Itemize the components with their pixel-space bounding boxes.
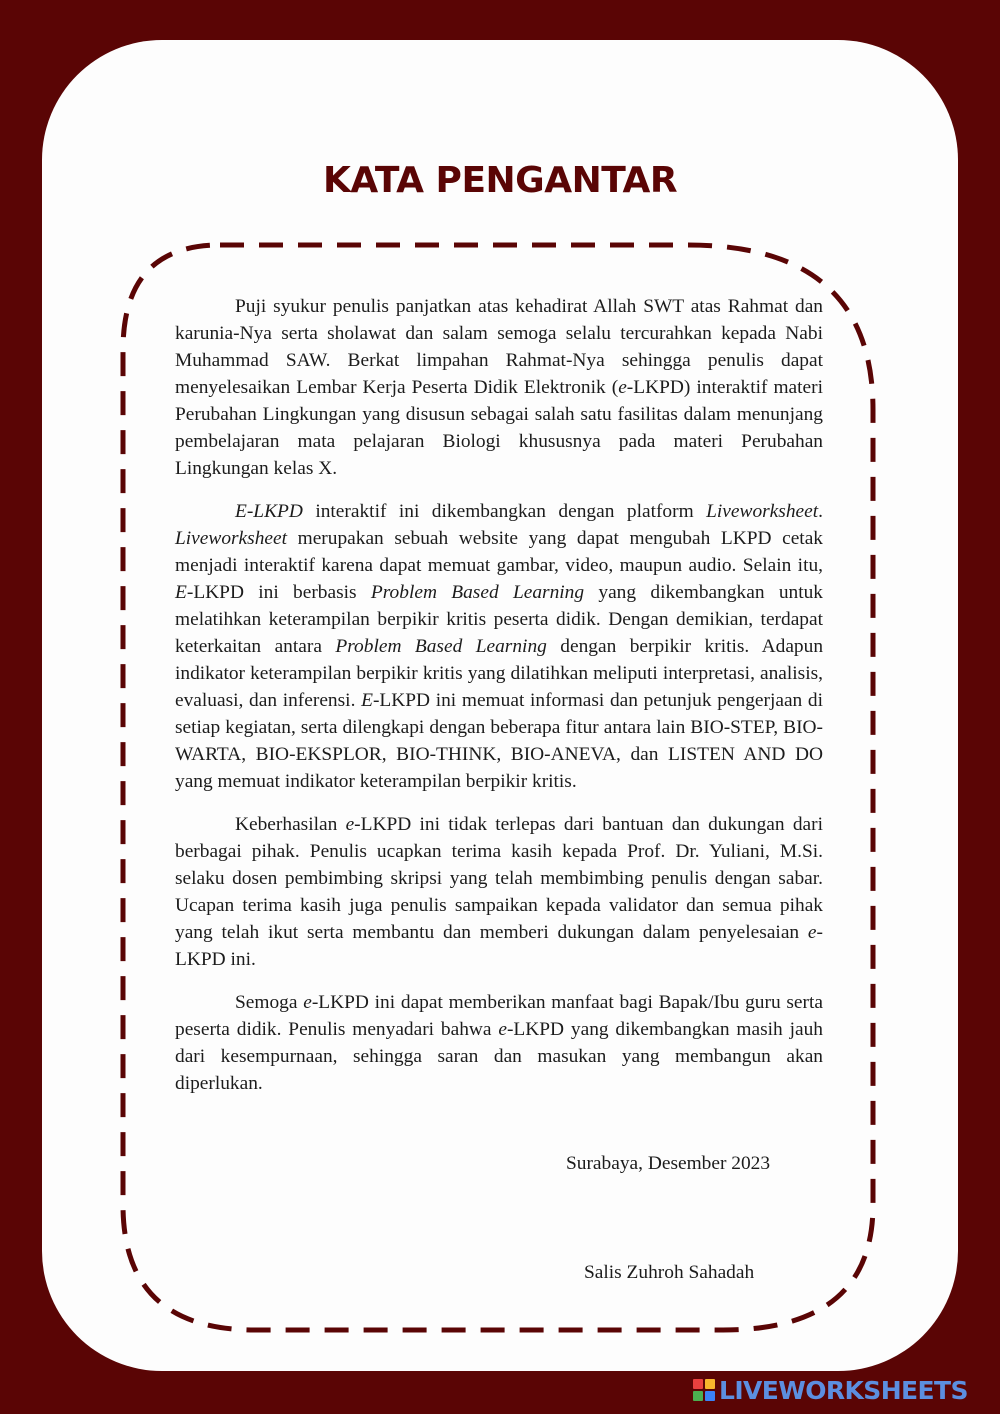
place-date: Surabaya, Desember 2023	[566, 1153, 771, 1174]
paragraph-2: E-LKPD interaktif ini dikembangkan dengan platform Liveworksheet. Liveworksheet merupakan sebuah website yang dapat mengubah LKPD cetak menjadi interaktif karena dapat memuat gambar, video, maupun audio. Selain itu, E-LKPD ini berbasis Problem Based Learning yang dikembangkan untuk melatihkan keterampilan berpikir kritis peserta didik. Dengan demikian, terdapat keterkaitan antara Problem Based Learning dengan berpikir kritis. Adapun indikator keterampilan berpikir kritis yang dilatihkan meliputi interpretasi, analisis, evaluasi, dan inferensi. E-LKPD ini memuat informasi dan petunjuk pengerjaan di setiap kegiatan, serta dilengkapi dengan beberapa fitur antara lain BIO-STEP, BIO-WARTA, BIO-EKSPLOR, BIO-THINK, BIO-ANEVA, dan LISTEN AND DO yang memuat indikator keterampilan berpikir kritis.	[175, 501, 824, 792]
watermark-text: LIVEWORKSHEETS	[719, 1375, 968, 1405]
paragraph-4: Semoga e-LKPD ini dapat memberikan manfaat bagi Bapak/Ibu guru serta peserta didik. Penulis menyadari bahwa e-LKPD yang dikembangkan masih jauh dari kesempurnaan, sehingga saran dan masukan yang membangun akan diperlukan.	[175, 992, 823, 1094]
paragraph-1: Puji syukur penulis panjatkan atas kehadirat Allah SWT atas Rahmat dan karunia-Nya serta sholawat dan salam semoga selalu tercurahkan kepada Nabi Muhammad SAW. Berkat limpahan Rahmat-Nya sehingga penulis dapat menyelesaikan Lembar Kerja Peserta Didik Elektronik (e-LKPD) interaktif materi Perubahan Lingkungan yang disusun sebagai salah satu fasilitas dalam menunjang pembelajaran mata pelajaran Biologi khususnya pada materi Perubahan Lingkungan kelas X.	[175, 296, 823, 479]
author-name: Salis Zuhroh Sahadah	[584, 1262, 755, 1283]
body-text	[175, 293, 823, 1097]
logo-square-l	[693, 1379, 703, 1389]
logo-square-v	[693, 1391, 703, 1401]
logo-square-e	[705, 1391, 715, 1401]
logo-square-i	[705, 1379, 715, 1389]
liveworksheets-watermark	[693, 1375, 968, 1405]
liveworksheets-logo-icon	[693, 1379, 715, 1401]
paragraph-3: Keberhasilan e-LKPD ini tidak terlepas dari bantuan dan dukungan dari berbagai pihak. Penulis ucapkan terima kasih kepada Prof. Dr. Yuliani, M.Si. selaku dosen pembimbing skripsi yang telah membimbing penulis dengan sabar. Ucapan terima kasih juga penulis sampaikan kepada validator dan semua pihak yang telah ikut serta membantu dan memberi dukungan dalam penyelesaian e-LKPD ini.	[175, 814, 823, 970]
page-title: KATA PENGANTAR	[322, 160, 678, 201]
